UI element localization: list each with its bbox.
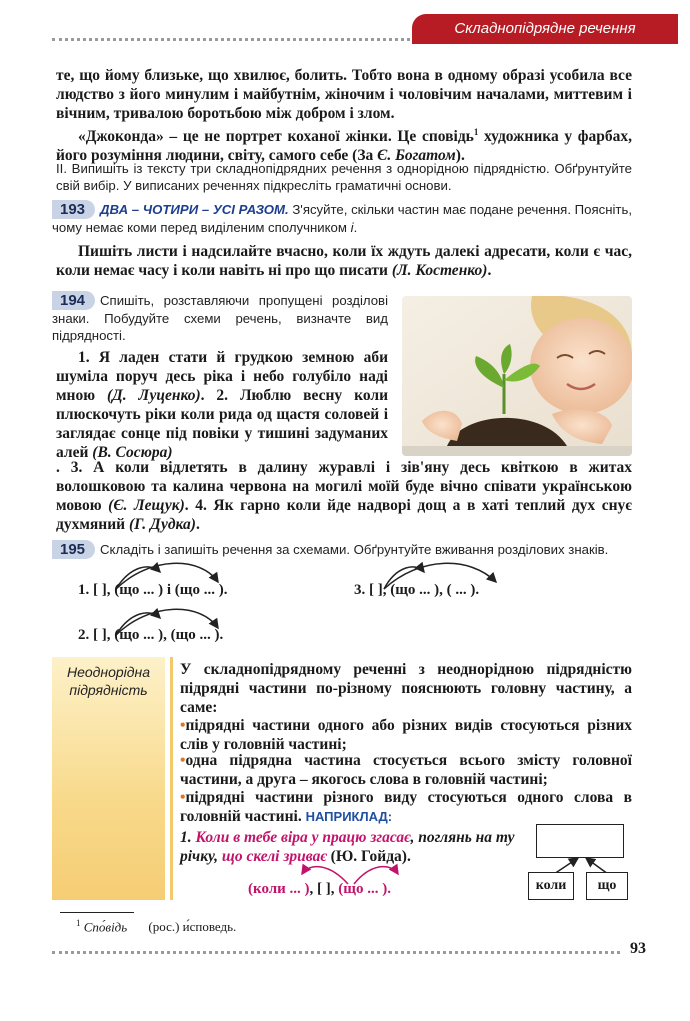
rule-bullet-1-text: підрядні частини одного або різних видів стосуються різних слів у головній частині; [180, 717, 632, 753]
rule-bullet-2 [180, 751, 632, 789]
footnote [76, 918, 236, 935]
exercise-193-text [56, 242, 632, 280]
footnote-marker: 1 [473, 127, 479, 137]
header-dotted-rule [52, 38, 410, 41]
bullet-icon: • [180, 789, 186, 806]
intro-text-1: те, що йому близьке, що хвилює, болить. Тобто вона в одному образі усобила все людство з його минулим і майбутнім, жіночим і чоловічим началами, миттевим і вічним, тривалою боротьбою між добром і злом. [56, 67, 632, 122]
exercise-193-author: (Л. Костенко) [391, 262, 488, 279]
example-main-clause: , поглянь на ту річку, [180, 829, 515, 865]
footer-dotted-rule [52, 951, 620, 954]
exercise-195-task [52, 540, 632, 559]
example-scheme-left: (коли ... ) [248, 881, 310, 897]
rule-side-panel [52, 657, 165, 900]
example-scheme-main: , [ ], [309, 881, 339, 897]
scheme-main-box [536, 824, 624, 858]
scheme-1: 1. [ ], (що ... ) і (що ... ). [78, 582, 228, 598]
rule-side-title-line-1: Неоднорідна [66, 664, 151, 680]
page-number: 93 [630, 940, 646, 957]
scheme-3: 3. [ ], (що ... ), ( ... ). [354, 582, 480, 598]
exercise-193-conj: і [350, 220, 354, 235]
footnote-word: Спо́відь [83, 919, 128, 935]
exercise-194-sentence-4: . 4. Як гарно коли йде надворі дощ а в хаті теплий дух снує духмяний [56, 497, 633, 533]
exercise-193-task-end: . [353, 220, 358, 235]
exercise-193-end: . [487, 262, 492, 279]
example-label: НАПРИКЛАД: [305, 809, 393, 824]
intro-paragraph-2 [56, 123, 632, 165]
exercise-194-author-2: (В. Сосюра) [92, 444, 173, 461]
rule-divider [170, 657, 173, 900]
exercise-193-label: ДВА – ЧОТИРИ – УСІ РАЗОМ. [100, 202, 289, 217]
exercise-194-author-1: (Д. Луценко) [107, 387, 201, 404]
exercise-194-end: . [195, 516, 200, 533]
task-2 [56, 160, 632, 194]
example-scheme-right: (що ... ). [338, 881, 391, 897]
example-number: 1. [180, 829, 196, 846]
footnote-rule [60, 912, 134, 913]
rule-bullet-3-text: підрядні частини різного виду стосуються одного слова в головній частині. [180, 789, 632, 825]
rule-side-title [52, 663, 165, 699]
exercise-193-number: 193 [52, 200, 95, 219]
task-2-text: ІІ. Випишіть із тексту три складнопідрядних речення з однорідною підрядністю. Обґрунтуйте свій вибір. У виписаних реченнях підкресліть граматичні основи. [56, 161, 632, 193]
rule-bullet-2-text: одна підрядна частина стосується всього змісту головної частини, а друга – якогось слова в головній частині; [180, 752, 632, 788]
bullet-icon: • [180, 717, 186, 734]
exercise-194-author-3: (Є. Лещук) [108, 497, 185, 514]
exercise-195-task-text: Складіть і запишіть речення за схемами. Обґрунтуйте вживання розділових знаків. [100, 542, 609, 557]
exercise-194-author-4: (Г. Дудка) [128, 516, 196, 533]
exercise-194-task [52, 291, 388, 344]
exercise-193-task-text: З'ясуйте, скільки частин має подане речення. Поясніть, чому немає коми перед виділеним сполучником [52, 202, 632, 235]
rule-lead-text: У складнопідрядному реченні з неоднорідною підрядністю підрядні частини по-різному пояснюють головну частину, а саме: [180, 661, 632, 716]
footnote-text: (рос.) и́споведь. [148, 919, 237, 935]
example-scheme [248, 881, 391, 898]
example-clause-1: Коли в тебе віра у працю згасає [195, 829, 411, 846]
example-author: (Ю. Гойда). [326, 848, 411, 865]
footnote-number: 1 [76, 918, 81, 928]
exercise-194-task-text: Спишіть, розставляючи пропущені розділові знаки. Побудуйте схеми речень, визначте вид підрядності. [52, 293, 388, 343]
example-clause-2: що скелі зриває [221, 848, 327, 865]
scheme-2: 2. [ ], (що ... ), (що ... ). [78, 627, 224, 643]
rule-lead [180, 660, 632, 717]
exercise-194-text-bottom [56, 458, 632, 534]
exercise-194-sentence-2: . 2. Люблю весну коли плюскочуть ріки коли рида од щастя соловей і заглядає сонце під повіки у тишині задуманих алей [56, 387, 388, 461]
bullet-icon: • [180, 752, 186, 769]
child-with-plant-photo [402, 296, 632, 456]
exercise-194-number: 194 [52, 291, 95, 310]
rule-bullet-3 [180, 788, 632, 826]
intro-paragraph-1 [56, 66, 632, 123]
exercise-193-sentence: Пишіть листи і надсилайте вчасно, коли їх ждуть далекі адресати, коли є час, коли немає часу і коли навіть ні про що писати [56, 243, 632, 279]
exercise-194-text-top [56, 348, 388, 462]
intro-text-2a: «Джоконда» – це не портрет коханої жінки. Це сповідь [78, 128, 474, 146]
child-with-plant-illustration [402, 296, 632, 456]
exercise-194-sentence-3: . 3. А коли відлетять в далину журавлі і зів'яну десь квіткою в житах волошковою та калина червона на могилі моїй буде вічно співати українською мовою [56, 459, 632, 514]
scheme-box-shcho: що [586, 872, 628, 900]
exercise-193-task [52, 200, 632, 236]
section-header-tab [412, 14, 678, 44]
intro-text-2b: художника у фарбах, його розуміння людини, світу, самого себе (За [56, 128, 632, 165]
rule-side-title-line-2: підрядність [69, 682, 148, 698]
intro-end: ). [455, 147, 465, 165]
scheme-box-koly: коли [528, 872, 574, 900]
rule-bullet-1 [180, 716, 632, 754]
exercise-194-sentence-1: 1. Я ладен стати й грудкою земною аби шуміла поруч десь ріка і небо голубіло наді мною [56, 349, 388, 404]
intro-author: Є. Богатом [377, 147, 456, 165]
section-title: Складнопідрядне речення [454, 20, 636, 37]
exercise-195-number: 195 [52, 540, 95, 559]
